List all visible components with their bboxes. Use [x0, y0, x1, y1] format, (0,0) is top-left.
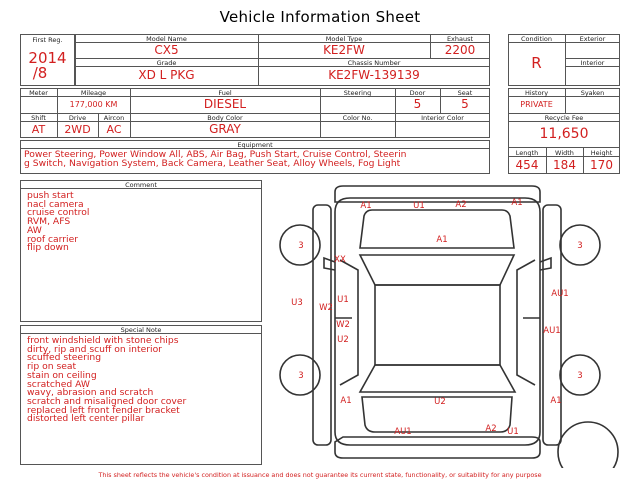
mileage-value: 177,000 KM	[69, 100, 118, 109]
first-reg-year: 2014	[28, 49, 67, 67]
damage-mark: W2	[336, 320, 350, 330]
height-label: Height	[590, 149, 613, 157]
width-label: Width	[555, 149, 574, 157]
shift-value: AT	[31, 123, 46, 136]
damage-mark: A1	[436, 235, 448, 245]
list-item: RVM, AFS	[27, 216, 71, 228]
exterior-label: Exterior	[579, 35, 606, 43]
color-no-label: Color No.	[342, 114, 373, 122]
aircon-value: AC	[106, 123, 122, 136]
aircon-label: Aircon	[103, 114, 125, 122]
disclaimer: This sheet reflects the vehicle's condition at issuance and does not guarantee its current state, functionality, or suitability for any purpose	[98, 471, 542, 479]
list-item: wavy, abrasion and scratch	[27, 387, 154, 399]
list-item: cruise control	[27, 207, 90, 219]
mileage-label: Mileage	[80, 89, 107, 97]
drive-value: 2WD	[64, 123, 91, 136]
damage-mark: 3	[298, 241, 304, 251]
damage-mark: A1	[340, 396, 352, 406]
body-color-label: Body Color	[207, 114, 243, 122]
model-name-value: CX5	[154, 43, 179, 57]
history-label: History	[524, 89, 549, 97]
grade-label: Grade	[156, 59, 177, 67]
damage-mark: U2	[337, 335, 349, 345]
list-item: push start	[27, 190, 74, 201]
seat-value: 5	[461, 97, 469, 111]
list-item: scratched AW	[27, 378, 90, 390]
damage-mark: AU1	[394, 427, 412, 437]
special-note-list	[27, 337, 186, 424]
interior-color-label: Interior Color	[421, 114, 464, 122]
model-type-label: Model Type	[325, 35, 363, 43]
damage-mark: W2	[319, 303, 333, 313]
first-reg-month: /8	[32, 64, 48, 82]
interior-label: Interior	[580, 59, 605, 67]
damage-mark: U1	[337, 295, 349, 305]
list-item: flip down	[27, 242, 69, 254]
damage-mark: 3	[298, 371, 304, 381]
model-name-label: Model Name	[146, 35, 187, 43]
damage-mark: U2	[434, 397, 446, 407]
equipment-line-1: Power Steering, Power Window All, ABS, Air Bag, Push Start, Cruise Control, Steerin	[24, 149, 407, 160]
model-type-value: KE2FW	[323, 43, 365, 57]
car-damage-diagram	[262, 178, 632, 468]
list-item: scratch and misaligned door cover	[27, 395, 187, 407]
exhaust-value: 2200	[444, 43, 476, 57]
recycle-fee-value: 11,650	[539, 126, 589, 142]
length-value: 454	[515, 158, 539, 172]
list-item: replaced left front fender bracket	[27, 404, 180, 416]
list-item: scuffed steering	[27, 352, 102, 364]
meter-label: Meter	[29, 89, 48, 97]
first-reg-label: First Reg.	[32, 36, 63, 44]
damage-mark: 3	[577, 241, 583, 251]
drive-label: Drive	[68, 114, 87, 122]
fuel-value: DIESEL	[203, 97, 247, 111]
exhaust-label: Exhaust	[446, 35, 474, 43]
damage-mark: A1	[360, 201, 372, 211]
seat-label: Seat	[457, 89, 473, 97]
grade-value: XD L PKG	[138, 68, 195, 82]
list-item: distorted left center pillar	[27, 413, 145, 425]
damage-mark: 3	[577, 371, 583, 381]
damage-mark: A2	[455, 200, 467, 210]
fuel-label: Fuel	[218, 89, 232, 97]
damage-mark: U1	[413, 201, 425, 211]
equipment-line-2: g Switch, Navigation System, Back Camera, Leather Seat, Alloy Wheels, Fog Light	[24, 158, 401, 169]
damage-mark: A1	[511, 198, 523, 208]
list-item: front windshield with stone chips	[27, 335, 179, 346]
special-note-label: Special Note	[120, 326, 162, 334]
damage-mark: AU1	[551, 289, 569, 299]
list-item: dirty, rip and scuff on interior	[27, 343, 162, 355]
syaken-label: Syaken	[580, 89, 605, 97]
recycle-fee-label: Recycle Fee	[544, 114, 584, 122]
door-label: Door	[409, 89, 426, 97]
condition-label: Condition	[520, 35, 553, 43]
chassis-label: Chassis Number	[347, 59, 401, 67]
damage-mark: U1	[507, 427, 519, 437]
list-item: roof carrier	[27, 233, 79, 245]
damage-mark: AU1	[543, 326, 561, 336]
equipment-label: Equipment	[237, 141, 273, 149]
body-color-value: GRAY	[209, 122, 241, 136]
comment-list	[27, 192, 89, 253]
chassis-value: KE2FW-139139	[328, 68, 420, 82]
comment-label: Comment	[125, 181, 157, 189]
steering-label: Steering	[343, 89, 372, 97]
condition-value: R	[531, 54, 542, 72]
damage-mark: A1	[550, 396, 562, 406]
damage-mark: XX	[334, 255, 346, 265]
length-label: Length	[515, 149, 539, 157]
history-value: PRIVATE	[520, 100, 553, 109]
page-title: Vehicle Information Sheet	[219, 8, 421, 26]
door-value: 5	[413, 97, 422, 111]
list-item: rip on seat	[27, 361, 77, 373]
list-item: AW	[27, 224, 42, 236]
damage-mark: A2	[485, 424, 497, 434]
list-item: nacl camera	[27, 198, 84, 210]
list-item: stain on ceiling	[27, 369, 97, 381]
shift-label: Shift	[31, 114, 46, 122]
height-value: 170	[590, 158, 613, 172]
width-value: 184	[553, 158, 576, 172]
damage-mark: U3	[291, 298, 303, 308]
